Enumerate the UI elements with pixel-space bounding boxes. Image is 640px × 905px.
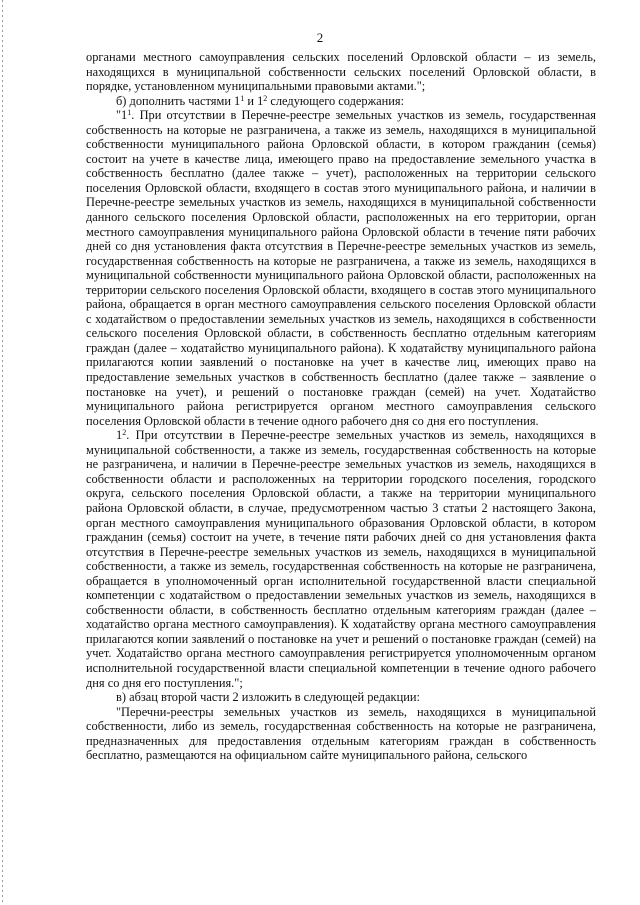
paragraph-item-v: в) абзац второй части 2 изложить в следующей редакции:: [116, 690, 420, 705]
scan-edge-line: [2, 0, 3, 905]
superscript: 1: [127, 108, 132, 118]
text-run: и 1: [244, 93, 264, 108]
superscript: 2: [263, 93, 268, 103]
paragraph-continuation: органами местного самоуправления сельских поселений Орловской области – из земель, находящихся в муниципальной собственности сельских поселений Орловской области, в порядке, установленном муниципальными правовыми актами.";: [86, 50, 596, 94]
text-run: "1: [116, 108, 128, 123]
page-number: 2: [316, 30, 324, 45]
text-run: б) дополнить частями 1: [116, 93, 241, 108]
paragraph-part-1-1: [86, 108, 596, 428]
superscript: 1: [240, 93, 245, 103]
text-run: . При отсутствии в Перечне-реестре земельных участков из земель, находящихся в муниципальной собственности, а также из земель, государственная собственность на которые не разграничена, и наличии в Перечне-реестре земельных участков из земель, находящихся в собственности области и расположенных на территории городского поселения, городского округа, сельского поселения Орловской области, а также на территории муниципального района Орловской области, в случае, предусмотренном частью 3 статьи 2 настоящего Закона, орган местного самоуправления муниципального образования Орловской области, в котором гражданин (семья) состоит на учете, в течение пяти рабочих дней со дня установления факта отсутствия в Перечне-реестре земельных участков из земель, находящихся в муниципальной собственности, а также из земель, государственная собственность на которые не разграничена, обращается в уполномоченный орган исполнительной государственной власти специальной компетенции с ходатайством о предоставлении земельных участков из земель, находящихся в собственности области, в собственность бесплатно отдельным категориям граждан (далее – ходатайство органа местного самоуправления). К ходатайству органа местного самоуправления прилагаются копии заявлений о постановке на учет и решений о постановке граждан (семей) на учет. Ходатайство органа местного самоуправления регистрируется уполномоченным органом исполнительной государственной власти специальной компетенции в течение одного рабочего дня со дня его поступления.";: [86, 428, 596, 690]
text-run: 1: [116, 428, 123, 443]
paragraph-new-wording: "Перечни-реестры земельных участков из земель, находящихся в муниципальной собственности, либо из земель, государственная собственность на которые не разграничена, предназначенных для предоставления отдельным категориям граждан в собственность бесплатно, размещаются на официальном сайте муниципального района, сельского: [86, 704, 596, 763]
document-body: [86, 50, 596, 763]
paragraph-part-1-2: [86, 428, 596, 690]
text-run: . При отсутствии в Перечне-реестре земельных участков из земель, государственная собственность на которые не разграничена, а также из земель, находящихся в муниципальной собственности муниципального района Орловской области, в котором гражданин (семья) состоит на учете в качестве лица, имеющего право на предоставление земельного участка в собственность бесплатно (далее также – учет), расположенных на территории сельского поселения Орловской области, входящего в состав этого муниципального района, и наличии в Перечне-реестре земельных участков из земель, находящихся в муниципальной собственности данного сельского поселения Орловской области, расположенных на его территории, орган местного самоуправления муниципального района Орловской области в течение пяти рабочих дней со дня установления факта отсутствия в Перечне-реестре земельных участков из земель, государственная собственность на которые не разграничена, а также из земель, находящихся в муниципальной собственности муниципального района Орловской области, расположенных на территории сельского поселения Орловской области, входящего в состав этого муниципального района, обращается в орган местного самоуправления сельского поселения Орловской области с ходатайством о предоставлении земельных участков из земель, находящихся в собственности сельского поселения Орловской области, в собственность бесплатно отдельным категориям граждан (далее – ходатайство муниципального района). К ходатайству муниципального района прилагаются копии заявлений о постановке на учет в качестве лиц, имеющих право на предоставление земельных участков в собственность бесплатно (далее также – заявление о постановке на учет), и решений о постановке граждан (семей) на учет. Ходатайство муниципального района регистрируется органом местного самоуправления сельского поселения Орловской области в течение одного рабочего дня со дня его поступления.: [86, 108, 596, 428]
paragraph-item-b: [86, 94, 596, 109]
superscript: 2: [122, 428, 127, 438]
text-run: следующего содержания:: [267, 93, 405, 108]
